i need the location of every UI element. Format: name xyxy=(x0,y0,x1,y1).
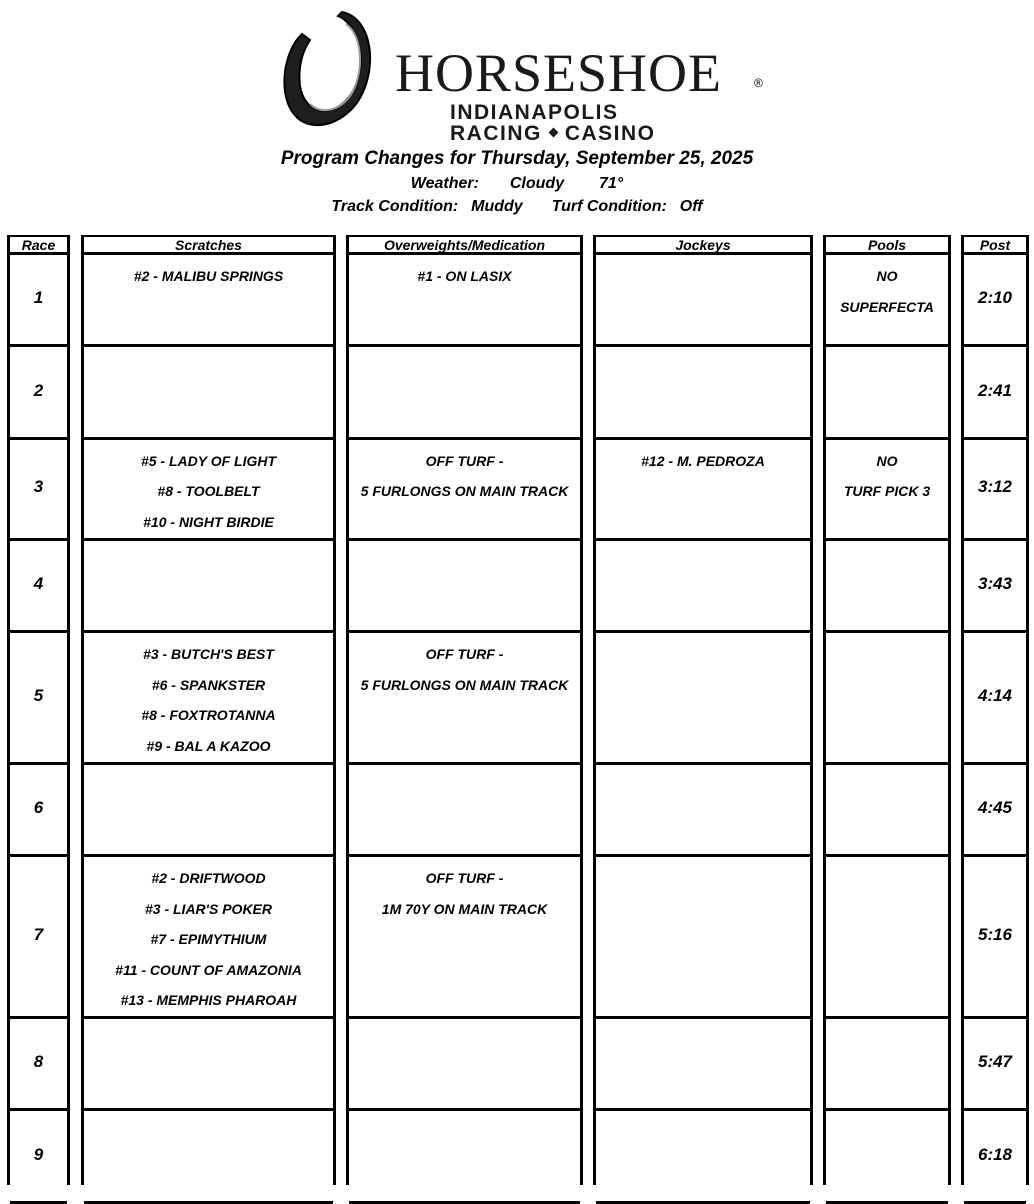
jockeys-header: Jockeys xyxy=(596,235,810,255)
scratches-cell xyxy=(84,857,333,1019)
scratches-cell xyxy=(84,1019,333,1111)
track-condition-value: Muddy xyxy=(471,198,523,215)
post-cell xyxy=(964,347,1026,439)
post-time: 4:14 xyxy=(977,685,1013,705)
post-time: 6:18 xyxy=(977,1144,1013,1164)
pools-cell xyxy=(826,347,948,439)
race-cell xyxy=(10,765,67,857)
horseshoe-logo xyxy=(280,6,770,145)
weather-line xyxy=(0,175,1034,193)
turf-condition-label: Turf Condition: xyxy=(551,198,667,215)
jockeys-cell xyxy=(596,541,810,633)
post-time: 3:12 xyxy=(977,477,1013,497)
overweights-cell xyxy=(349,255,580,347)
post-cell xyxy=(964,440,1026,541)
race-cell xyxy=(10,541,67,633)
overweights-cell xyxy=(349,1019,580,1111)
track-condition-label: Track Condition: xyxy=(331,198,459,215)
jockeys-cell xyxy=(596,1112,810,1204)
overweights-cell xyxy=(349,857,580,1019)
race-cell xyxy=(10,633,67,765)
race-cell xyxy=(10,1019,67,1111)
weather-label: Weather: xyxy=(410,175,479,192)
overweight-entry: 1M 70Y ON MAIN TRACK xyxy=(381,900,548,917)
post-time: 4:45 xyxy=(977,797,1013,817)
scratches-cell xyxy=(84,347,333,439)
race-cell xyxy=(10,255,67,347)
brand-subtitle-2 xyxy=(450,122,656,146)
overweights-cell xyxy=(349,440,580,541)
post-cell xyxy=(964,1019,1026,1111)
post-cell xyxy=(964,541,1026,633)
page-title: Program Changes for Thursday, September 25, 2025 xyxy=(280,148,754,169)
pool-entry: NO xyxy=(876,268,898,284)
scratch-entry: #2 - DRIFTWOOD xyxy=(151,870,266,887)
overweight-entry: #1 - ON LASIX xyxy=(417,268,512,284)
post-column xyxy=(961,235,1029,1185)
race-column xyxy=(7,235,70,1185)
pools-cell xyxy=(826,765,948,857)
race-cell xyxy=(10,857,67,1019)
overweight-entry: 5 FURLONGS ON MAIN TRACK xyxy=(360,676,569,693)
pools-column xyxy=(823,235,951,1185)
race-cell xyxy=(10,1112,67,1204)
scratch-entry: #2 - MALIBU SPRINGS xyxy=(133,268,284,284)
jockey-entry: #12 - M. PEDROZA xyxy=(641,452,765,469)
scratches-cell xyxy=(84,440,333,541)
post-time: 5:47 xyxy=(977,1052,1013,1072)
pools-cell xyxy=(826,541,948,633)
race-number: 3 xyxy=(33,477,44,497)
track-line xyxy=(0,198,1034,216)
post-header: Post xyxy=(964,235,1026,255)
pools-cell xyxy=(826,440,948,541)
registered-mark: ® xyxy=(754,76,763,90)
scratch-entry: #10 - NIGHT BIRDIE xyxy=(143,513,274,530)
race-cell xyxy=(10,440,67,541)
brand-subtitle-casino: CASINO xyxy=(564,122,656,145)
race-number: 9 xyxy=(33,1144,44,1164)
scratch-entry: #3 - LIAR'S POKER xyxy=(144,900,273,917)
overweights-column xyxy=(346,235,583,1185)
scratches-cell xyxy=(84,633,333,765)
overweight-entry: OFF TURF - xyxy=(425,452,504,469)
race-cell xyxy=(10,347,67,439)
scratch-entry: #7 - EPIMYTHIUM xyxy=(150,931,267,948)
scratch-entry: #5 - LADY OF LIGHT xyxy=(140,452,277,469)
scratches-column xyxy=(81,235,336,1185)
overweights-cell xyxy=(349,347,580,439)
overweights-cell xyxy=(349,765,580,857)
jockeys-column xyxy=(593,235,813,1185)
post-time: 2:10 xyxy=(977,288,1013,308)
post-time: 5:16 xyxy=(977,925,1013,945)
race-number: 4 xyxy=(33,573,44,593)
pools-cell xyxy=(826,255,948,347)
pools-cell xyxy=(826,1019,948,1111)
race-number: 1 xyxy=(33,288,44,308)
jockeys-cell xyxy=(596,1019,810,1111)
pools-header: Pools xyxy=(826,235,948,255)
jockeys-cell xyxy=(596,440,810,541)
scratches-cell xyxy=(84,765,333,857)
race-header: Race xyxy=(10,235,67,255)
overweights-cell xyxy=(349,1112,580,1204)
brand-name: HORSESHOE xyxy=(395,43,723,103)
jockeys-cell xyxy=(596,765,810,857)
jockeys-cell xyxy=(596,857,810,1019)
scratches-cell xyxy=(84,255,333,347)
scratch-entry: #3 - BUTCH'S BEST xyxy=(143,646,274,663)
pool-entry: NO xyxy=(876,452,898,469)
jockeys-cell xyxy=(596,347,810,439)
scratches-cell xyxy=(84,1112,333,1204)
scratch-entry: #9 - BAL A KAZOO xyxy=(146,737,271,754)
race-number: 5 xyxy=(33,685,44,705)
pools-cell xyxy=(826,633,948,765)
post-time: 3:43 xyxy=(977,573,1013,593)
pools-cell xyxy=(826,1112,948,1204)
weather-value: Cloudy xyxy=(509,175,565,192)
race-number: 2 xyxy=(33,380,44,400)
post-cell xyxy=(964,1112,1026,1204)
diamond-icon xyxy=(548,128,558,138)
scratch-entry: #6 - SPANKSTER xyxy=(151,676,266,693)
overweights-cell xyxy=(349,633,580,765)
brand-subtitle-1: INDIANAPOLIS xyxy=(450,101,619,124)
post-cell xyxy=(964,633,1026,765)
overweights-cell xyxy=(349,541,580,633)
overweight-entry: 5 FURLONGS ON MAIN TRACK xyxy=(360,483,569,500)
post-time: 2:41 xyxy=(977,380,1013,400)
race-number: 7 xyxy=(33,925,44,945)
scratch-entry: #8 - TOOLBELT xyxy=(157,483,260,500)
jockeys-cell xyxy=(596,633,810,765)
pool-entry: TURF PICK 3 xyxy=(843,483,931,500)
pools-cell xyxy=(826,857,948,1019)
overweights-header: Overweights/Medication xyxy=(349,235,580,255)
horseshoe-icon xyxy=(280,6,380,136)
race-number: 6 xyxy=(33,797,44,817)
temperature: 71° xyxy=(599,175,624,192)
post-cell xyxy=(964,765,1026,857)
scratch-entry: #8 - FOXTROTANNA xyxy=(141,707,276,724)
scratch-entry: #13 - MEMPHIS PHAROAH xyxy=(120,992,297,1009)
overweight-entry: OFF TURF - xyxy=(425,646,504,663)
post-cell xyxy=(964,857,1026,1019)
scratches-header: Scratches xyxy=(84,235,333,255)
jockeys-cell xyxy=(596,255,810,347)
overweight-entry: OFF TURF - xyxy=(425,870,504,887)
post-cell xyxy=(964,255,1026,347)
brand-subtitle-racing: RACING xyxy=(450,122,542,145)
race-number: 8 xyxy=(33,1052,44,1072)
turf-condition-value: Off xyxy=(679,198,703,215)
scratches-cell xyxy=(84,541,333,633)
scratch-entry: #11 - COUNT OF AMAZONIA xyxy=(115,961,302,978)
pool-entry: SUPERFECTA xyxy=(840,298,934,315)
